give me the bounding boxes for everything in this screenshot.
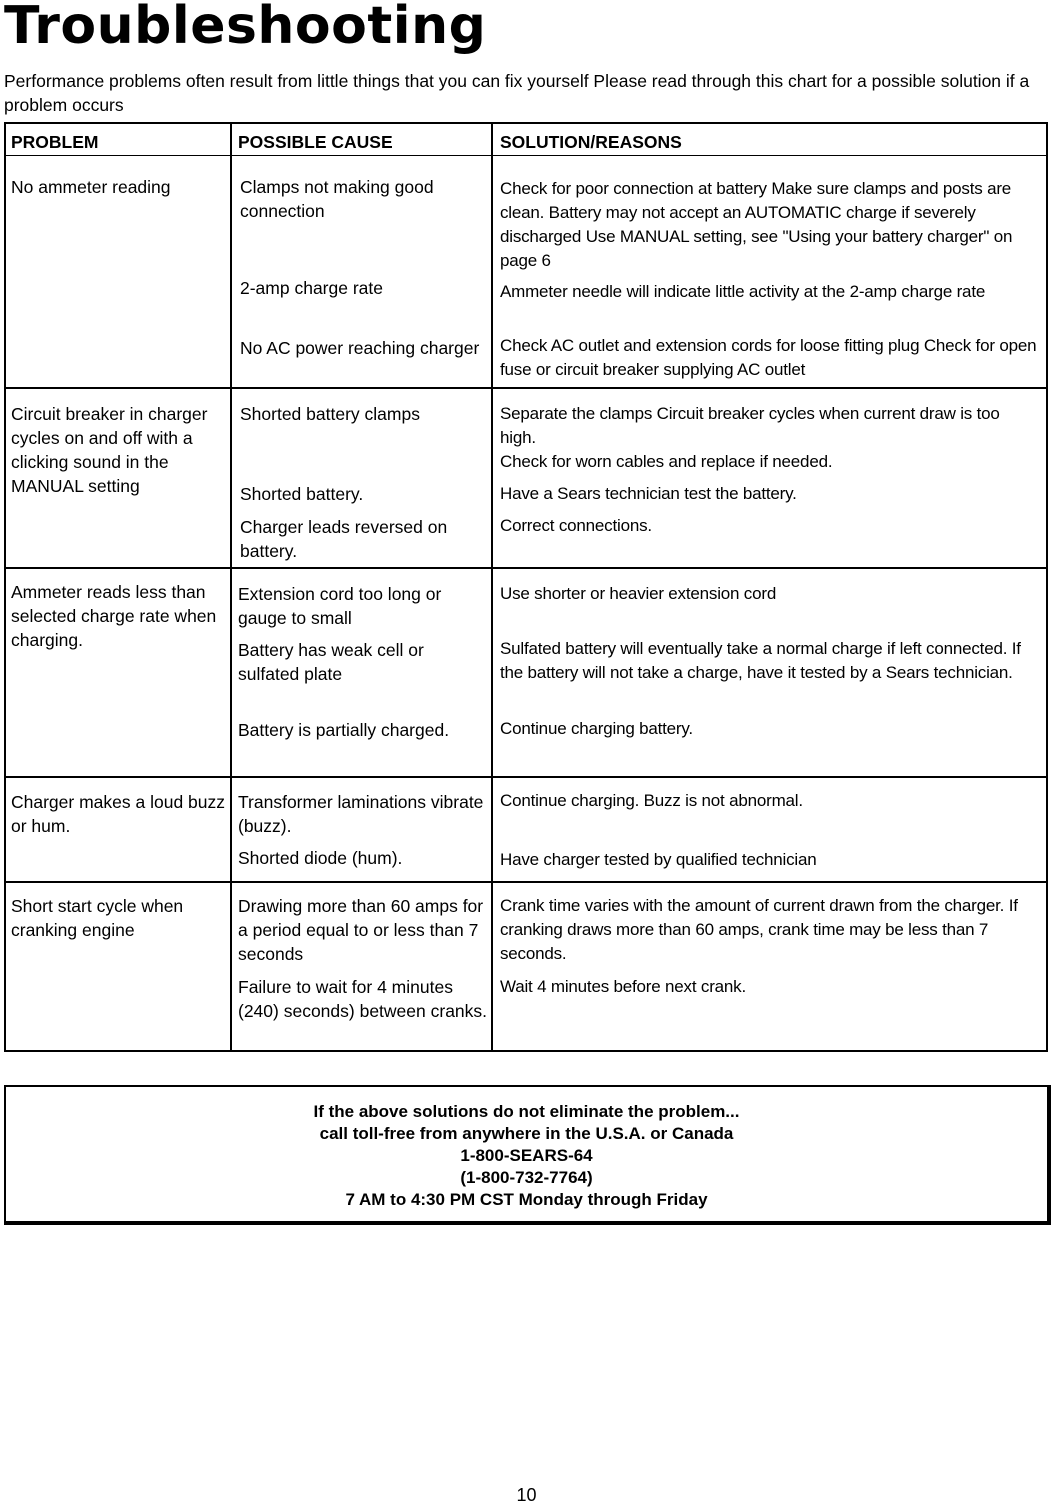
row-divider bbox=[6, 881, 1046, 883]
row-divider bbox=[6, 776, 1046, 778]
solution-cell: Use shorter or heavier extension cord bbox=[500, 584, 777, 603]
solution-cell: Sulfated battery will eventually take a normal charge if left connected. If the battery will not take a charge, have it tested by a Sears technician. bbox=[500, 639, 1021, 682]
contact-box bbox=[4, 1085, 1051, 1225]
cause-cell: Clamps not making good connection bbox=[240, 177, 434, 221]
cause-cell: Failure to wait for 4 minutes (240) seconds) between cranks. bbox=[238, 977, 488, 1021]
contact-hours: 7 AM to 4:30 PM CST Monday through Friday bbox=[345, 1190, 708, 1209]
solution-cell: Check for worn cables and replace if needed. bbox=[500, 452, 833, 471]
solution-cell: Correct connections. bbox=[500, 516, 652, 535]
page-number: 10 bbox=[516, 1485, 537, 1505]
row-divider bbox=[6, 387, 1046, 389]
cause-cell: Shorted battery clamps bbox=[240, 404, 420, 424]
cause-cell: Transformer laminations vibrate (buzz). bbox=[238, 792, 484, 836]
intro-text: Performance problems often result from little things that you can fix yourself Please read through this chart for a possible solution if a problem occurs bbox=[4, 71, 1030, 115]
row-divider bbox=[6, 567, 1046, 569]
cause-cell: Battery has weak cell or sulfated plate bbox=[238, 640, 424, 684]
solution-cell: Crank time varies with the amount of current drawn from the charger. If cranking draws more than 60 amps, crank time may be less than 7 seconds. bbox=[500, 896, 1018, 963]
solution-cell: Have a Sears technician test the battery. bbox=[500, 484, 797, 503]
header-problem: PROBLEM bbox=[11, 132, 99, 152]
problem-cell: Circuit breaker in charger cycles on and off with a clicking sound in the MANUAL setting bbox=[11, 404, 208, 496]
solution-cell: Separate the clamps Circuit breaker cycles when current draw is too high. bbox=[500, 404, 1000, 447]
cause-cell: Shorted battery. bbox=[240, 484, 364, 504]
header-divider bbox=[6, 155, 1046, 156]
header-solution: SOLUTION/REASONS bbox=[500, 132, 682, 152]
problem-cell: Ammeter reads less than selected charge rate when charging. bbox=[11, 582, 217, 650]
solution-cell: Check for poor connection at battery Make sure clamps and posts are clean. Battery may not accept an AUTOMATIC charge if severely discharged Use MANUAL setting, see "Using your battery charger" on page 6 bbox=[500, 179, 1013, 270]
column-divider bbox=[491, 124, 493, 1050]
cause-cell: Charger leads reversed on battery. bbox=[240, 517, 448, 561]
solution-cell: Ammeter needle will indicate little activity at the 2-amp charge rate bbox=[500, 282, 986, 301]
contact-phone-numeric: (1-800-732-7764) bbox=[460, 1168, 593, 1187]
problem-cell: Short start cycle when cranking engine bbox=[11, 896, 184, 940]
problem-cell: Charger makes a loud buzz or hum. bbox=[11, 792, 225, 836]
cause-cell: Drawing more than 60 amps for a period equal to or less than 7 seconds bbox=[238, 896, 484, 964]
contact-line: call toll-free from anywhere in the U.S.A. or Canada bbox=[319, 1124, 734, 1143]
cause-cell: Battery is partially charged. bbox=[238, 720, 450, 740]
header-possible-cause: POSSIBLE CAUSE bbox=[238, 132, 393, 152]
solution-cell: Continue charging. Buzz is not abnormal. bbox=[500, 791, 803, 810]
solution-cell: Continue charging battery. bbox=[500, 719, 693, 738]
troubleshooting-table bbox=[4, 122, 1048, 1052]
cause-cell: Shorted diode (hum). bbox=[238, 848, 403, 868]
page-title: Troubleshooting bbox=[4, 0, 487, 56]
problem-cell: No ammeter reading bbox=[11, 177, 171, 197]
solution-cell: Have charger tested by qualified technician bbox=[500, 850, 817, 869]
cause-cell: 2-amp charge rate bbox=[240, 278, 383, 298]
cause-cell: No AC power reaching charger bbox=[240, 338, 480, 358]
solution-cell: Check AC outlet and extension cords for loose fitting plug Check for open fuse or circuit breaker supplying AC outlet bbox=[500, 336, 1037, 379]
cause-cell: Extension cord too long or gauge to small bbox=[238, 584, 442, 628]
contact-line: If the above solutions do not eliminate the problem... bbox=[313, 1102, 740, 1121]
solution-cell: Wait 4 minutes before next crank. bbox=[500, 977, 746, 996]
contact-phone: 1-800-SEARS-64 bbox=[460, 1146, 593, 1165]
column-divider bbox=[230, 124, 232, 1050]
